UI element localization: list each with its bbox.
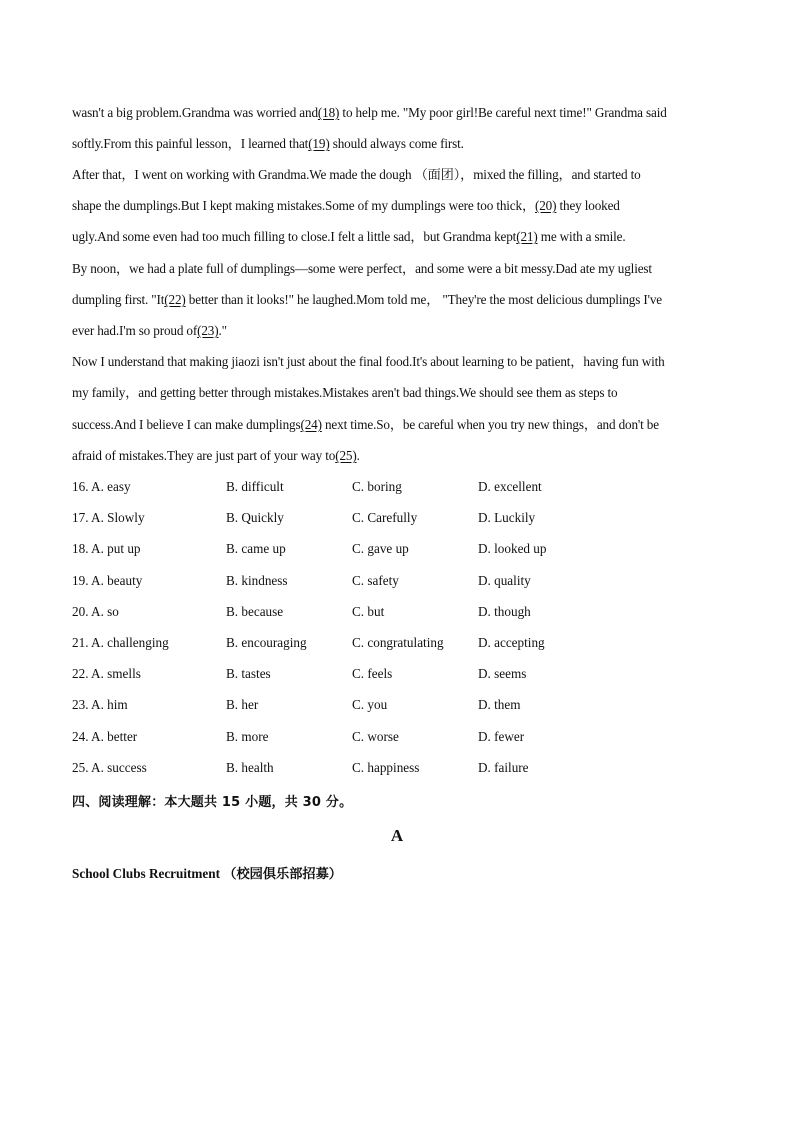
passage-text: success.And I believe I can make dumplings [72,417,301,432]
question-18 [72,541,732,557]
passage-text: By noon，we had a plate full of dumplings—some were perfect，and some were a bit messy.Dad ate my ugliest [72,261,652,276]
section-heading: 四、阅读理解：本大题共 15 小题，共 30 分。 [72,795,353,810]
option-c: C. congratulating [352,635,444,650]
option-d: D. though [478,604,531,619]
option-b: B. health [226,760,274,775]
question-21 [72,635,732,651]
passage-line-5 [72,229,626,245]
passage-line-2 [72,136,464,152]
passage-text: dumpling first. "It [72,292,165,307]
passage-text: to help me. "My poor girl!Be careful next time!" Grandma said [339,105,667,120]
option-b: B. more [226,729,269,744]
option-d: D. Luckily [478,510,536,525]
passage-line-6 [72,261,652,277]
passage-text: . [356,448,360,463]
blank-21: (21) [516,229,538,244]
option-d: D. seems [478,666,527,681]
option-a: 17. A. Slowly [72,510,145,525]
option-c: C. Carefully [352,510,418,525]
option-a: 18. A. put up [72,541,141,556]
passage-line-1 [72,105,667,121]
passage-line-9 [72,354,665,370]
option-b: B. tastes [226,666,271,681]
passage-text: ugly.And some even had too much filling to close.I felt a little sad，but Grandma kept [72,229,517,244]
option-b: B. because [226,604,284,619]
option-c: C. boring [352,479,402,494]
option-c: C. safety [352,573,399,588]
passage-text: my family，and getting better through mistakes.Mistakes aren't bad things.We should see them as steps to [72,385,618,400]
passage-label: A [390,826,404,845]
option-c: C. but [352,604,385,619]
blank-24: (24) [300,417,322,432]
blank-22: (22) [164,292,186,307]
option-d: D. accepting [478,635,545,650]
option-b: B. her [226,697,259,712]
question-16 [72,479,732,495]
passage-title: School Clubs Recruitment （校园俱乐部招募） [72,866,342,881]
passage-text: shape the dumplings.But I kept making mistakes.Some of my dumplings were too thick， [72,198,535,213]
option-b: B. difficult [226,479,284,494]
question-22 [72,666,732,682]
passage-line-10 [72,385,618,401]
blank-18: (18) [317,105,340,120]
passage-text: afraid of mistakes.They are just part of your way to [72,448,336,463]
option-d: D. failure [478,760,529,775]
blank-25: (25) [335,448,357,463]
option-d: D. quality [478,573,531,588]
option-d: D. looked up [478,541,547,556]
option-d: D. fewer [478,729,525,744]
option-c: C. worse [352,729,399,744]
passage-text: next time.So，be careful when you try new things，and don't be [321,417,659,432]
passage-line-4 [72,198,620,214]
passage-text: Now I understand that making jiaozi isn't just about the final food.It's about learning to be patient，having fun with [72,354,665,369]
blank-19: (19) [308,136,330,151]
option-b: B. Quickly [226,510,284,525]
passage-line-12 [72,448,360,464]
option-b: B. kindness [226,573,288,588]
option-a: 23. A. him [72,697,128,712]
passage-line-7 [72,292,662,308]
passage-text: better than it looks!" he laughed.Mom told me， "They're the most delicious dumplings I've [185,292,662,307]
passage-text: ever had.I'm so proud of [72,323,198,338]
option-d: D. them [478,697,521,712]
option-a: 22. A. smells [72,666,141,681]
option-c: C. you [352,697,388,712]
option-b: B. came up [226,541,286,556]
question-19 [72,573,732,589]
option-a: 19. A. beauty [72,573,143,588]
option-c: C. happiness [352,760,420,775]
passage-text: they looked [556,198,620,213]
blank-23: (23) [197,323,219,338]
option-a: 25. A. success [72,760,147,775]
question-23 [72,697,732,713]
option-d: D. excellent [478,479,542,494]
blank-20: (20) [534,198,557,213]
passage-text: After that，I went on working with Grandma.We made the dough （面团），mixed the filling，and started to [72,167,641,182]
option-c: C. feels [352,666,393,681]
passage-text: ." [218,323,227,338]
option-a: 24. A. better [72,729,138,744]
option-a: 20. A. so [72,604,119,619]
option-a: 21. A. challenging [72,635,169,650]
option-c: C. gave up [352,541,409,556]
question-17 [72,510,732,526]
passage-text: wasn't a big problem.Grandma was worried and [72,105,318,120]
question-24 [72,729,732,745]
passage-text: softly.From this painful lesson，I learned that [72,136,309,151]
question-20 [72,604,732,620]
passage-line-8 [72,323,227,339]
passage-text: should always come first. [329,136,464,151]
passage-line-11 [72,417,659,433]
passage-text: me with a smile. [537,229,626,244]
option-a: 16. A. easy [72,479,131,494]
option-b: B. encouraging [226,635,307,650]
passage-line-3 [72,167,641,183]
question-25 [72,760,732,776]
